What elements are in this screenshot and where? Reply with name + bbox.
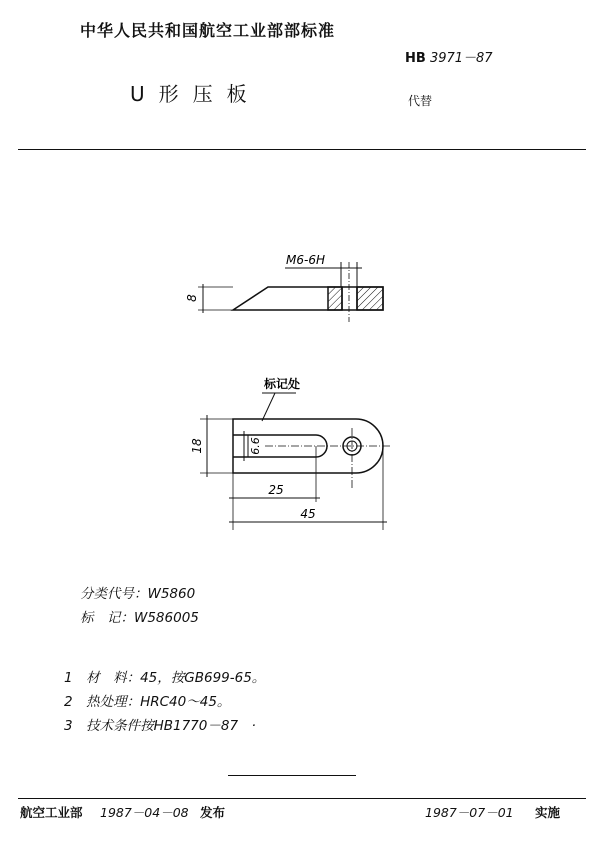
designation-mark: 标 记：W586005: [80, 610, 199, 626]
footer-issue-date: 1987－04－08: [100, 805, 189, 820]
classification-code: 分类代号：W5860: [80, 586, 196, 602]
note-heat-treatment: 2 热处理：HRC40～45。: [64, 694, 231, 710]
end-divider: [228, 775, 356, 776]
standard-number: 3971－87: [429, 51, 493, 66]
dim-length-label: 45: [300, 507, 316, 521]
footer-implement-date: 1987－07－01: [425, 805, 514, 820]
dim-slot-label: 6.6: [249, 437, 262, 455]
mark-leader: [262, 393, 275, 421]
issuing-organization: 中华人民共和国航空工业部部标准: [80, 21, 336, 40]
dim-height-label: 18: [190, 438, 204, 454]
footer-divider: [18, 798, 586, 799]
side-view-hatch-left: [328, 287, 342, 310]
footer-issuer: 航空工业部: [20, 805, 83, 820]
note-technical-conditions: 3 技术条件按HB1770－87 ·: [64, 718, 256, 734]
mark-location-label: 标记处: [264, 377, 301, 391]
standard-prefix: HB: [405, 51, 426, 66]
top-view: [200, 393, 392, 530]
replaces-label: 代替: [408, 94, 433, 108]
footer-implement-label: 实施: [535, 805, 561, 820]
side-view-hatch-right: [357, 287, 383, 310]
side-view: [198, 262, 383, 322]
dim-slot-length-label: 25: [268, 483, 284, 497]
thread-callout: M6-6H: [286, 253, 325, 267]
footer-issue-label: 发布: [200, 805, 226, 820]
document-title: U形压板: [130, 82, 261, 106]
note-material: 1 材 料：45，按GB699-65。: [64, 670, 266, 686]
dim-thickness-label: 8: [185, 294, 199, 302]
